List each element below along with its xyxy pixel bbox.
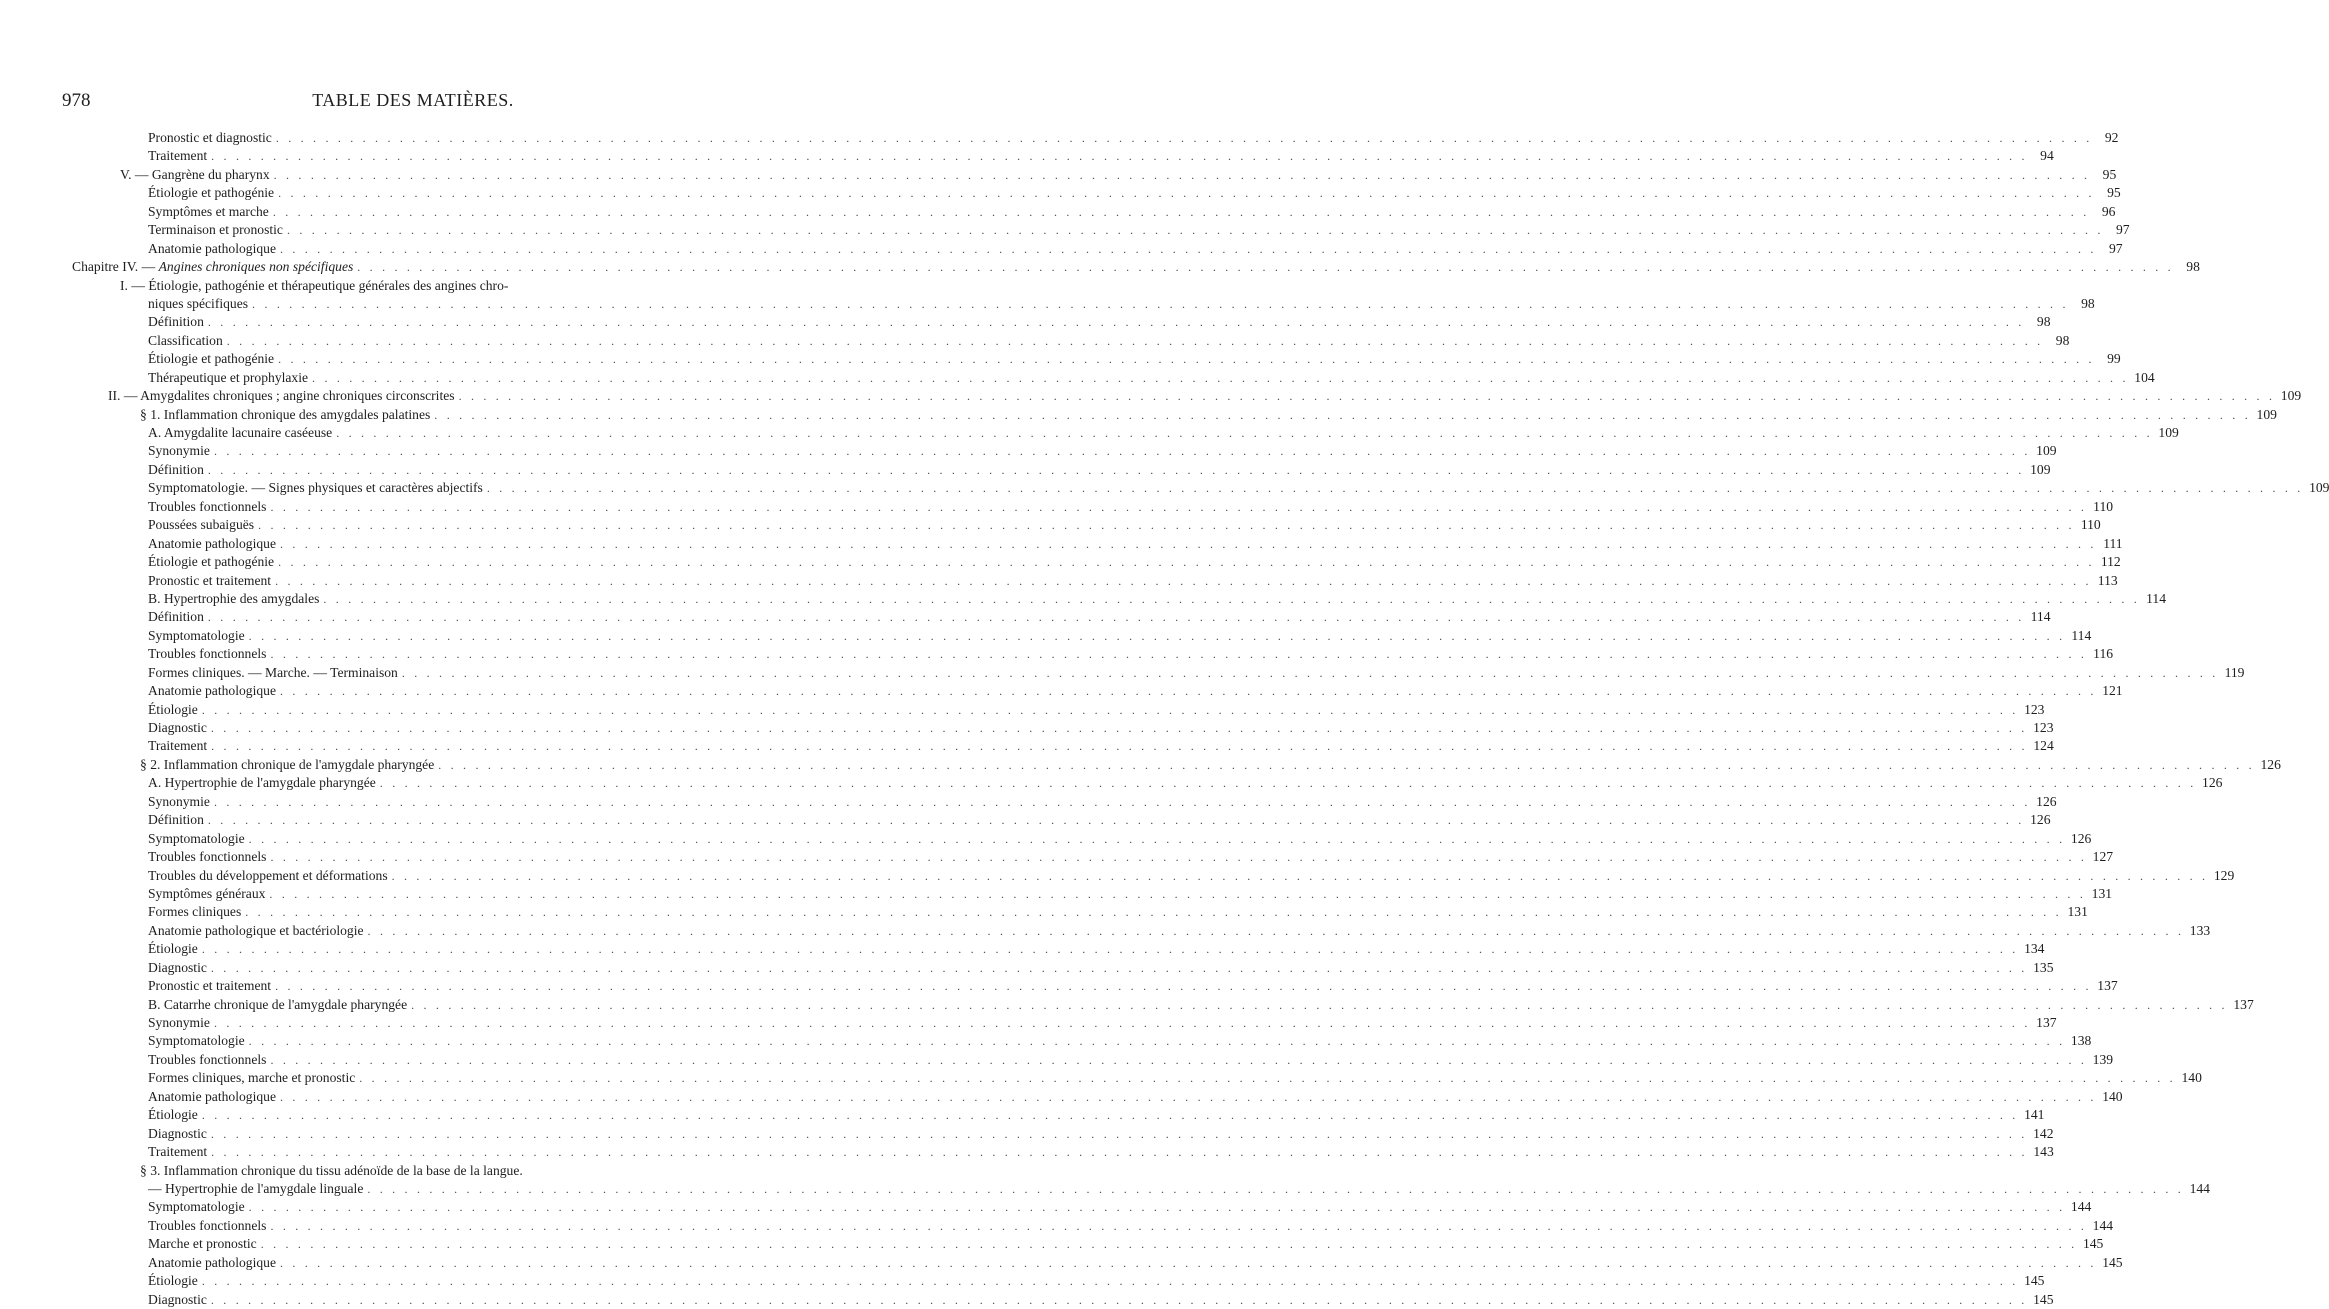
toc-entry — [72, 903, 2088, 921]
toc-entry-page: 131 — [2067, 904, 2088, 920]
toc-entry — [72, 1235, 2104, 1253]
toc-entry — [72, 1106, 2045, 1124]
toc-entry-label: Anatomie pathologique — [148, 683, 276, 699]
toc-entry — [72, 387, 2302, 405]
toc-entry — [72, 129, 2119, 147]
dot-leader — [202, 701, 2019, 719]
dot-leader — [368, 922, 2185, 940]
dot-leader — [270, 1051, 2087, 1069]
dot-leader — [252, 295, 2069, 313]
toc-entry-label: § 3. Inflammation chronique du tissu adénoïde de la base de la langue. — [140, 1162, 523, 1178]
toc-entry-label: Symptômes et marche — [148, 203, 269, 219]
toc-entry-label: A. Hypertrophie de l'amygdale pharyngée — [148, 775, 376, 791]
toc-entry-page: 109 — [2256, 406, 2277, 422]
toc-entry-label: V. — Gangrène du pharynx — [120, 166, 270, 182]
toc-entry-page: 126 — [2036, 793, 2057, 809]
toc-entry-page: 143 — [2033, 1144, 2054, 1160]
dot-leader — [249, 830, 2066, 848]
dot-leader — [287, 221, 2104, 239]
toc-entry-label: Poussées subaiguës — [148, 517, 255, 533]
dot-leader — [208, 313, 2025, 331]
toc-entry-label: Pronostic et traitement — [148, 978, 272, 994]
toc-entry-page: 116 — [2093, 646, 2114, 662]
dot-leader — [249, 627, 2066, 645]
toc-entry-label: Diagnostic — [148, 1125, 207, 1141]
toc-entry-page: 123 — [2033, 720, 2054, 735]
toc-entry-page: 144 — [2092, 1217, 2114, 1233]
dot-leader — [434, 406, 2251, 424]
toc-entry — [72, 1088, 2123, 1106]
toc-entry — [72, 1162, 772, 1180]
toc-entry-page: 137 — [2036, 1015, 2057, 1030]
toc-entry — [72, 922, 2211, 940]
toc-entry — [72, 479, 2329, 497]
toc-entry — [72, 1180, 2210, 1198]
dot-leader — [359, 1069, 2176, 1087]
toc-entry-label: Pronostic et traitement — [148, 572, 272, 588]
toc-entry-page: 133 — [2189, 922, 2211, 938]
toc-entry-label: II. — Amygdalites chroniques ; angine chroniques circonscrites — [108, 388, 455, 404]
dot-leader — [273, 203, 2090, 221]
toc-entry-label: Traitement — [148, 738, 208, 754]
dot-leader — [211, 737, 2028, 755]
toc-entry-page: 124 — [2033, 738, 2054, 754]
toc-entry — [72, 1032, 2092, 1050]
toc-entry — [72, 867, 2235, 885]
dot-leader — [249, 1032, 2066, 1050]
toc-entry — [72, 184, 2121, 202]
toc-entry-label: Symptomatologie — [148, 1199, 245, 1215]
toc-entry-label: Définition — [148, 609, 204, 625]
toc-entry-label: I. — Étiologie, pathogénie et thérapeutique générales des angines chro- — [120, 277, 509, 293]
toc-entry-page: 145 — [2082, 1236, 2104, 1252]
toc-entry — [72, 1198, 2092, 1216]
toc-entry — [72, 793, 2057, 811]
toc-entry-label: — Hypertrophie de l'amygdale linguale — [148, 1180, 364, 1196]
toc-entry — [72, 147, 2054, 165]
toc-entry-label: Étiologie — [148, 1107, 198, 1123]
toc-entry — [72, 1125, 2054, 1143]
toc-entry-label: Troubles fonctionnels — [148, 1051, 267, 1067]
dot-leader — [208, 608, 2025, 626]
toc-entry-label: Définition — [148, 812, 204, 828]
dot-leader — [276, 129, 2093, 147]
dot-leader — [270, 1217, 2087, 1235]
toc-entry — [72, 553, 2121, 571]
toc-entry-page: 144 — [2189, 1180, 2210, 1196]
toc-entry — [72, 535, 2123, 553]
toc-entry-label: Anatomie pathologique et bactériologie — [148, 922, 364, 938]
toc-entry — [72, 166, 2117, 184]
dot-leader — [392, 867, 2209, 885]
toc-entry — [72, 277, 772, 295]
toc-entry-label: Marche et pronostic — [148, 1236, 257, 1252]
page-number: 978 — [62, 90, 91, 111]
toc-entry-page: 110 — [2093, 498, 2114, 514]
toc-entry-label: Diagnostic — [148, 720, 207, 735]
toc-entry-page: 112 — [2100, 554, 2121, 570]
dot-leader — [459, 387, 2276, 405]
toc-entry-label: Symptomatologie — [148, 830, 245, 846]
dot-leader — [211, 959, 2028, 977]
toc-entry — [72, 682, 2123, 700]
toc-entry — [72, 1069, 2202, 1087]
toc-entry-label: Étiologie et pathogénie — [148, 554, 275, 570]
toc-entry-label: Classification — [148, 332, 223, 348]
toc-entry — [72, 885, 2113, 903]
toc-entry-label: § 2. Inflammation chronique de l'amygdale pharyngée — [140, 756, 435, 772]
toc-entry — [72, 848, 2114, 866]
toc-entry — [72, 332, 2070, 350]
dot-leader — [278, 553, 2095, 571]
toc-entry-label: Définition — [148, 461, 204, 477]
toc-entry-label: Synonymie — [148, 1015, 210, 1030]
toc-entry-page: 114 — [2030, 609, 2051, 625]
dot-leader — [211, 1143, 2028, 1161]
dot-leader — [211, 147, 2028, 165]
dot-leader — [214, 793, 2031, 811]
toc-entry-page: 110 — [2080, 517, 2101, 533]
toc-entry-label: Étiologie — [148, 1273, 198, 1289]
toc-entry-page: 123 — [2024, 701, 2045, 717]
dot-leader — [312, 369, 2129, 387]
toc-entry-page: 95 — [2102, 166, 2117, 182]
dot-leader — [202, 940, 2019, 958]
dot-leader — [258, 516, 2075, 534]
toc-entry-label: Diagnostic — [148, 1291, 207, 1307]
toc-entry — [72, 830, 2092, 848]
dot-leader — [211, 1291, 2028, 1309]
toc-entry-page: 145 — [2024, 1273, 2045, 1289]
toc-entry-page: 145 — [2102, 1254, 2123, 1270]
toc-entry-label: Définition — [148, 314, 204, 330]
toc-entry-label: Étiologie — [148, 941, 198, 957]
dot-leader — [245, 903, 2062, 921]
toc-entry-label: B. Catarrhe chronique de l'amygdale pharyngée — [148, 996, 408, 1012]
toc-entry — [72, 1217, 2114, 1235]
toc-entry-label: A. Amygdalite lacunaire caséeuse — [148, 425, 333, 440]
toc-entry — [72, 940, 2045, 958]
toc-entry — [72, 1272, 2045, 1290]
toc-entry-page: 111 — [2103, 535, 2123, 551]
toc-entry-label: B. Hypertrophie des amygdales — [148, 590, 320, 606]
toc-entry — [72, 369, 2155, 387]
toc-entry-label: Anatomie pathologique — [148, 1088, 276, 1104]
toc-entry — [72, 572, 2118, 590]
dot-leader — [280, 240, 2097, 258]
toc-entry-page: 126 — [2070, 830, 2092, 846]
toc-entry — [72, 590, 2166, 608]
toc-entry-label: Traitement — [148, 1144, 208, 1160]
toc-entry-label: Thérapeutique et prophylaxie — [148, 369, 309, 385]
dot-leader — [487, 479, 2304, 497]
toc-entry-page: 121 — [2102, 683, 2123, 699]
table-of-contents — [72, 129, 2329, 1309]
toc-entry-page: 92 — [2104, 130, 2119, 145]
toc-entry-label: Symptomatologie — [148, 627, 245, 643]
dot-leader — [336, 424, 2153, 442]
toc-entry-page: 98 — [2036, 314, 2051, 330]
toc-entry — [72, 221, 2130, 239]
dot-leader — [270, 498, 2087, 516]
toc-entry-page: 97 — [2115, 222, 2130, 238]
toc-entry-page: 131 — [2091, 885, 2113, 901]
dot-leader — [402, 664, 2219, 682]
toc-entry — [72, 1143, 2054, 1161]
toc-entry-label: Troubles fonctionnels — [148, 498, 267, 514]
toc-entry-label: Étiologie et pathogénie — [148, 351, 275, 367]
toc-entry-label: Symptomatologie. — Signes physiques et caractères abjectifs — [148, 480, 483, 496]
toc-entry-label: Synonymie — [148, 793, 210, 809]
toc-entry — [72, 295, 2095, 313]
dot-leader — [280, 682, 2097, 700]
toc-entry — [72, 461, 2051, 479]
toc-entry — [72, 350, 2121, 368]
toc-entry-page: 119 — [2224, 664, 2245, 680]
toc-entry — [72, 1051, 2114, 1069]
toc-entry-page: 96 — [2101, 203, 2116, 219]
toc-entry-label: Troubles du développement et déformations — [148, 867, 388, 883]
toc-entry — [72, 645, 2114, 663]
dot-leader — [208, 461, 2025, 479]
toc-entry-label: Symptômes généraux — [148, 885, 266, 901]
toc-entry-page: 109 — [2309, 480, 2329, 496]
toc-entry-label: Symptomatologie — [148, 1033, 245, 1049]
toc-entry — [72, 313, 2051, 331]
dot-leader — [269, 885, 2086, 903]
toc-entry-label: Troubles fonctionnels — [148, 1217, 267, 1233]
toc-entry-page: 97 — [2109, 240, 2123, 256]
toc-entry-label: Anatomie pathologique — [148, 240, 276, 256]
toc-entry — [72, 664, 2245, 682]
toc-entry-label: Troubles fonctionnels — [148, 849, 267, 865]
toc-entry — [72, 240, 2123, 258]
toc-entry-label: Formes cliniques — [148, 904, 242, 920]
toc-entry — [72, 627, 2092, 645]
toc-entry-page: 126 — [2202, 775, 2223, 791]
dot-leader — [211, 1125, 2028, 1143]
dot-leader — [202, 1106, 2019, 1124]
dot-leader — [202, 1272, 2019, 1290]
toc-entry — [72, 959, 2054, 977]
dot-leader — [280, 1088, 2097, 1106]
toc-entry — [72, 756, 2281, 774]
toc-entry-label: Troubles fonctionnels — [148, 646, 267, 662]
toc-entry — [72, 203, 2116, 221]
toc-entry-page: 129 — [2213, 867, 2235, 883]
dot-leader — [275, 977, 2092, 995]
toc-entry-label: Diagnostic — [148, 959, 207, 975]
toc-entry — [72, 424, 2179, 442]
toc-entry-page: 98 — [2081, 295, 2095, 311]
toc-entry — [72, 1014, 2057, 1032]
dot-leader — [380, 774, 2197, 792]
toc-entry-label: Anatomie pathologique — [148, 1254, 276, 1270]
toc-entry-page: 109 — [2036, 443, 2057, 459]
toc-entry — [72, 1291, 2054, 1309]
dot-leader — [278, 350, 2095, 368]
dot-leader — [275, 572, 2092, 590]
toc-entry — [72, 737, 2054, 755]
toc-entry-page: 98 — [2186, 259, 2200, 275]
toc-entry-page: 98 — [2055, 332, 2070, 348]
toc-entry-page: 113 — [2097, 572, 2118, 588]
page-header — [62, 90, 764, 112]
toc-entry — [72, 442, 2057, 460]
dot-leader — [438, 756, 2255, 774]
toc-entry-page: 94 — [2040, 148, 2054, 164]
toc-entry-page: 135 — [2033, 959, 2054, 975]
toc-entry-page: 142 — [2033, 1125, 2054, 1141]
toc-entry-label: Étiologie et pathogénie — [148, 185, 275, 201]
toc-entry-label: niques spécifiques — [148, 295, 249, 311]
toc-entry-page: 134 — [2024, 941, 2045, 957]
toc-entry-page: 140 — [2102, 1088, 2123, 1104]
dot-leader — [274, 166, 2091, 184]
toc-entry-page: 127 — [2092, 849, 2114, 865]
toc-entry-page: 126 — [2030, 812, 2051, 828]
dot-leader — [270, 848, 2087, 866]
toc-entry — [72, 498, 2114, 516]
toc-entry-page: 145 — [2033, 1291, 2054, 1307]
toc-entry — [72, 701, 2045, 719]
toc-entry-page: 137 — [2097, 978, 2118, 994]
toc-entry-label: Formes cliniques, marche et pronostic — [148, 1070, 356, 1086]
toc-entry-label: Étiologie — [148, 701, 198, 717]
toc-entry-label: Pronostic et diagnostic — [148, 130, 272, 145]
dot-leader — [249, 1198, 2066, 1216]
toc-entry — [72, 996, 2254, 1014]
toc-entry — [72, 811, 2051, 829]
dot-leader — [280, 535, 2097, 553]
toc-entry-label: § 1. Inflammation chronique des amygdales palatines — [140, 406, 431, 422]
toc-entry-page: 126 — [2260, 756, 2281, 772]
dot-leader — [211, 719, 2028, 737]
toc-entry-page: 95 — [2107, 185, 2121, 201]
dot-leader — [323, 590, 2140, 608]
toc-entry — [72, 719, 2054, 737]
toc-entry-page: 109 — [2030, 461, 2051, 477]
toc-entry-label: Chapitre IV. — Angines chroniques non spécifiques — [72, 259, 354, 275]
running-title: TABLE DES MATIÈRES. — [312, 90, 514, 110]
toc-entry — [72, 406, 2277, 424]
dot-leader — [411, 996, 2228, 1014]
chapter-title: Angines chroniques non spécifiques — [158, 259, 354, 275]
dot-leader — [214, 1014, 2031, 1032]
dot-leader — [270, 645, 2087, 663]
dot-leader — [357, 258, 2174, 276]
toc-entry-page: 104 — [2134, 369, 2155, 385]
toc-entry — [72, 774, 2223, 792]
dot-leader — [227, 332, 2044, 350]
dot-leader — [278, 184, 2095, 202]
toc-entry — [72, 516, 2101, 534]
toc-entry — [72, 977, 2118, 995]
toc-entry-page: 141 — [2024, 1107, 2045, 1123]
toc-entry-page: 138 — [2070, 1033, 2092, 1049]
dot-leader — [261, 1235, 2078, 1253]
toc-entry — [72, 258, 2200, 276]
toc-entry-page: 114 — [2071, 627, 2092, 643]
toc-entry-page: 109 — [2158, 425, 2179, 440]
toc-entry-label: Synonymie — [148, 443, 210, 459]
toc-entry-label: Terminaison et pronostic — [148, 222, 283, 238]
dot-leader — [208, 811, 2025, 829]
toc-entry — [72, 1254, 2123, 1272]
toc-entry — [72, 608, 2051, 626]
toc-entry-label: Anatomie pathologique — [148, 535, 276, 551]
toc-entry-page: 114 — [2146, 590, 2166, 606]
dot-leader — [280, 1254, 2097, 1272]
toc-entry-label: Traitement — [148, 148, 208, 164]
toc-entry-label: Formes cliniques. — Marche. — Terminaison — [148, 664, 398, 680]
toc-entry-page: 140 — [2181, 1070, 2202, 1086]
toc-entry-page: 137 — [2233, 996, 2254, 1012]
toc-entry-page: 144 — [2070, 1199, 2092, 1215]
toc-entry-page: 109 — [2280, 388, 2302, 404]
toc-entry-page: 99 — [2107, 351, 2121, 367]
dot-leader — [214, 442, 2031, 460]
dot-leader — [367, 1180, 2184, 1198]
toc-entry-page: 139 — [2092, 1051, 2114, 1067]
